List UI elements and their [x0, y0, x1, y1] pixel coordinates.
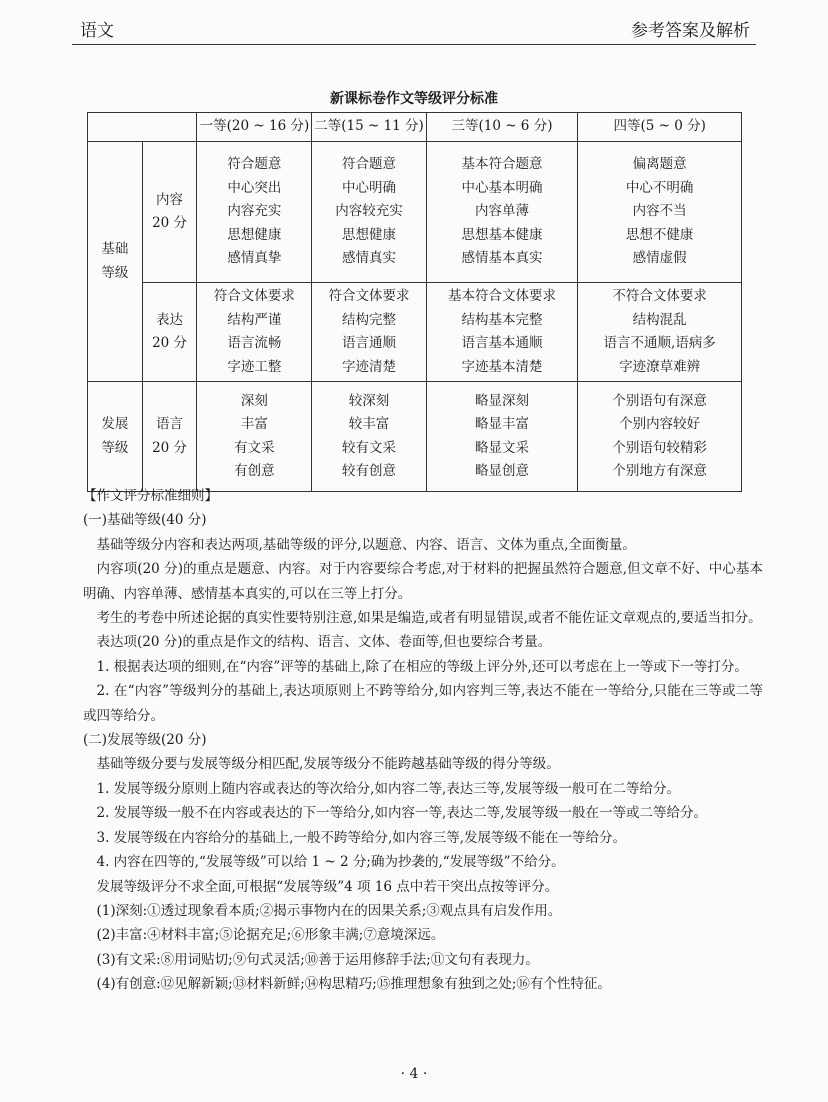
criteria-line: 内容充实 [227, 203, 282, 220]
item-cell [142, 382, 197, 492]
subject-label: 语文 [80, 21, 114, 41]
criteria-line: 个别地方有深意 [612, 463, 707, 479]
table-row [88, 283, 742, 382]
criteria-line: 略显丰富 [474, 416, 529, 432]
grade-header: 一等(20 ~ 16 分) [197, 113, 312, 142]
criteria-cell [197, 283, 312, 382]
grade-header: 四等(5 ~ 0 分) [578, 113, 742, 142]
table-header-row [88, 113, 742, 142]
criteria-line: 较有创意 [342, 463, 397, 479]
paragraph: 4. 内容在四等的,“发展等级”可以给 1 ~ 2 分;确为抄袭的,“发展等级”不给分。 [96, 854, 565, 871]
criteria-line: 语言不通顺,语病多 [603, 335, 716, 351]
criteria-line: 感情基本真实 [461, 250, 543, 267]
criteria-line: 内容较充实 [335, 203, 403, 220]
criteria-cell [426, 283, 578, 382]
criteria-line: 有文采 [234, 439, 275, 456]
group-cell [88, 142, 143, 382]
criteria-line: 感情真挚 [227, 250, 282, 267]
item-name: 表达 [156, 311, 184, 328]
criteria-line: 丰富 [240, 416, 268, 432]
item-name: 语言 [156, 416, 184, 432]
criteria-line: 符合文体要求 [328, 288, 410, 304]
criteria-line: 基本符合文体要求 [447, 288, 556, 304]
criteria-cell [426, 382, 578, 492]
item-score: 20 分 [152, 439, 188, 456]
paragraph: 考生的考卷中所述论据的真实性要特别注意,如果是编造,或者有明显错误,或者不能佐证文章观点的,要适当扣分。 [96, 610, 762, 627]
criteria-line: 字迹工整 [227, 358, 282, 375]
criteria-line: 结构混乱 [632, 311, 687, 328]
criteria-line: 较丰富 [348, 416, 390, 432]
item-score: 20 分 [152, 335, 188, 351]
criteria-line: 字迹基本清楚 [461, 358, 543, 375]
criteria-line: 感情虚假 [632, 250, 687, 267]
scoring-table [87, 112, 742, 492]
criteria-line: 内容单薄 [474, 203, 529, 220]
paragraph: (4)有创意:⑫见解新颖;⑬材料新鲜;⑭构思精巧;⑮推理想象有独到之处;⑯有个性特征。 [96, 976, 611, 993]
paragraph: 基础等级分内容和表达两项,基础等级的评分,以题意、内容、语言、文体为重点,全面衡量。 [96, 536, 636, 553]
group-name: 基础等级 [101, 241, 129, 281]
item-cell [142, 142, 197, 283]
paragraph: 基础等级分要与发展等级分相匹配,发展等级分不能跨越基础等级的得分等级。 [96, 756, 560, 773]
criteria-line: 思想健康 [227, 226, 282, 243]
criteria-line: 语言通顺 [342, 335, 397, 351]
group-name: 发展等级 [101, 416, 129, 456]
criteria-cell [197, 382, 312, 492]
paragraph: (3)有文采:⑧用词贴切;⑨句式灵活;⑩善于运用修辞手法;⑪文句有表现力。 [96, 951, 539, 968]
criteria-line: 结构基本完整 [461, 311, 543, 328]
criteria-cell [312, 283, 426, 382]
header-rule [72, 44, 756, 45]
paragraph: 1. 发展等级分原则上随内容或表达的等次给分,如内容二等,表达三等,发展等级一般可在二等给分。 [96, 780, 681, 797]
paragraph: 内容项(20 分)的重点是题意、内容。对于内容要综合考虑,对于材料的把握虽然符合题意,但文章不好、中心基本明确、内容单薄、感情基本真实的,可以在三等上打分。 [83, 561, 763, 602]
criteria-line: 深刻 [240, 392, 268, 409]
section-label: 参考答案及解析 [631, 21, 750, 41]
paragraph: 2. 发展等级一般不在内容或表达的下一等给分,如内容一等,表达二等,发展等级一般在一等或二等给分。 [96, 805, 708, 822]
criteria-line: 略显深刻 [474, 392, 529, 409]
criteria-line: 结构严谨 [227, 311, 282, 328]
criteria-line: 符合题意 [227, 156, 282, 173]
paragraph: 2. 在“内容”等级判分的基础上,表达项原则上不跨等给分,如内容判三等,表达不能在一等给分,只能在三等或二等或四等给分。 [83, 683, 763, 724]
criteria-line: 语言基本通顺 [461, 335, 543, 351]
criteria-line: 中心基本明确 [461, 179, 543, 196]
paragraph: (二)发展等级(20 分) [83, 732, 207, 749]
criteria-cell [312, 382, 426, 492]
criteria-cell [578, 382, 742, 492]
criteria-line: 结构完整 [342, 311, 397, 328]
paragraph: (1)深刻:①透过现象看本质;②揭示事物内在的因果关系;③观点具有启发作用。 [96, 902, 562, 919]
criteria-line: 中心突出 [227, 179, 282, 196]
criteria-line: 思想健康 [342, 226, 397, 243]
criteria-line: 字迹清楚 [342, 358, 397, 375]
item-name: 内容 [156, 191, 184, 208]
item-cell [142, 283, 197, 382]
criteria-cell [578, 283, 742, 382]
table-title: 新课标卷作文等级评分标准 [330, 91, 498, 107]
group-cell [88, 382, 143, 492]
paragraph: 1. 根据表达项的细则,在“内容”评等的基础上,除了在相应的等级上评分外,还可以考虑在上一等或下一等打分。 [96, 658, 748, 675]
grade-header: 二等(15 ~ 11 分) [312, 113, 426, 142]
criteria-line: 略显创意 [474, 463, 529, 479]
criteria-cell [197, 142, 312, 283]
criteria-line: 略显文采 [474, 439, 529, 456]
item-score: 20 分 [152, 215, 188, 231]
criteria-line: 内容不当 [632, 203, 687, 220]
corner-cell [88, 113, 197, 142]
criteria-cell [312, 142, 426, 283]
criteria-line: 思想不健康 [625, 226, 694, 243]
paragraph: 【作文评分标准细则】 [83, 488, 218, 504]
criteria-line: 语言流畅 [227, 335, 282, 351]
criteria-line: 思想基本健康 [461, 226, 543, 243]
criteria-line: 不符合文体要求 [612, 288, 707, 304]
criteria-line: 基本符合题意 [461, 156, 543, 173]
criteria-line: 中心不明确 [625, 179, 694, 196]
table-row [88, 142, 742, 283]
criteria-line: 字迹潦草难辨 [619, 358, 701, 375]
criteria-line: 有创意 [234, 463, 275, 479]
criteria-line: 较有文采 [342, 439, 397, 456]
criteria-line: 中心明确 [342, 179, 397, 196]
grade-header: 三等(10 ~ 6 分) [426, 113, 578, 142]
criteria-line: 符合题意 [342, 156, 397, 173]
criteria-line: 较深刻 [348, 392, 390, 409]
page-number: · 4 · [400, 1066, 428, 1082]
paragraph: (一)基础等级(40 分) [83, 512, 207, 529]
scoring-details [83, 484, 763, 997]
paragraph: 发展等级评分不求全面,可根据“发展等级”4 项 16 点中若干突出点按等评分。 [96, 878, 559, 895]
criteria-line: 偏离题意 [632, 156, 687, 173]
criteria-line: 感情真实 [342, 250, 397, 267]
criteria-line: 个别语句有深意 [612, 392, 707, 409]
table-row [88, 382, 742, 492]
criteria-cell [578, 142, 742, 283]
criteria-line: 符合文体要求 [213, 288, 295, 304]
paragraph: 3. 发展等级在内容给分的基础上,一般不跨等给分,如内容三等,发展等级不能在一等给分。 [96, 829, 627, 846]
paragraph: 表达项(20 分)的重点是作文的结构、语言、文体、卷面等,但也要综合考量。 [96, 634, 552, 651]
criteria-line: 个别内容较好 [619, 416, 701, 432]
criteria-line: 个别语句较精彩 [612, 439, 707, 456]
paragraph: (2)丰富:④材料丰富;⑤论据充足;⑥形象丰满;⑦意境深远。 [96, 927, 445, 944]
criteria-cell [426, 142, 578, 283]
